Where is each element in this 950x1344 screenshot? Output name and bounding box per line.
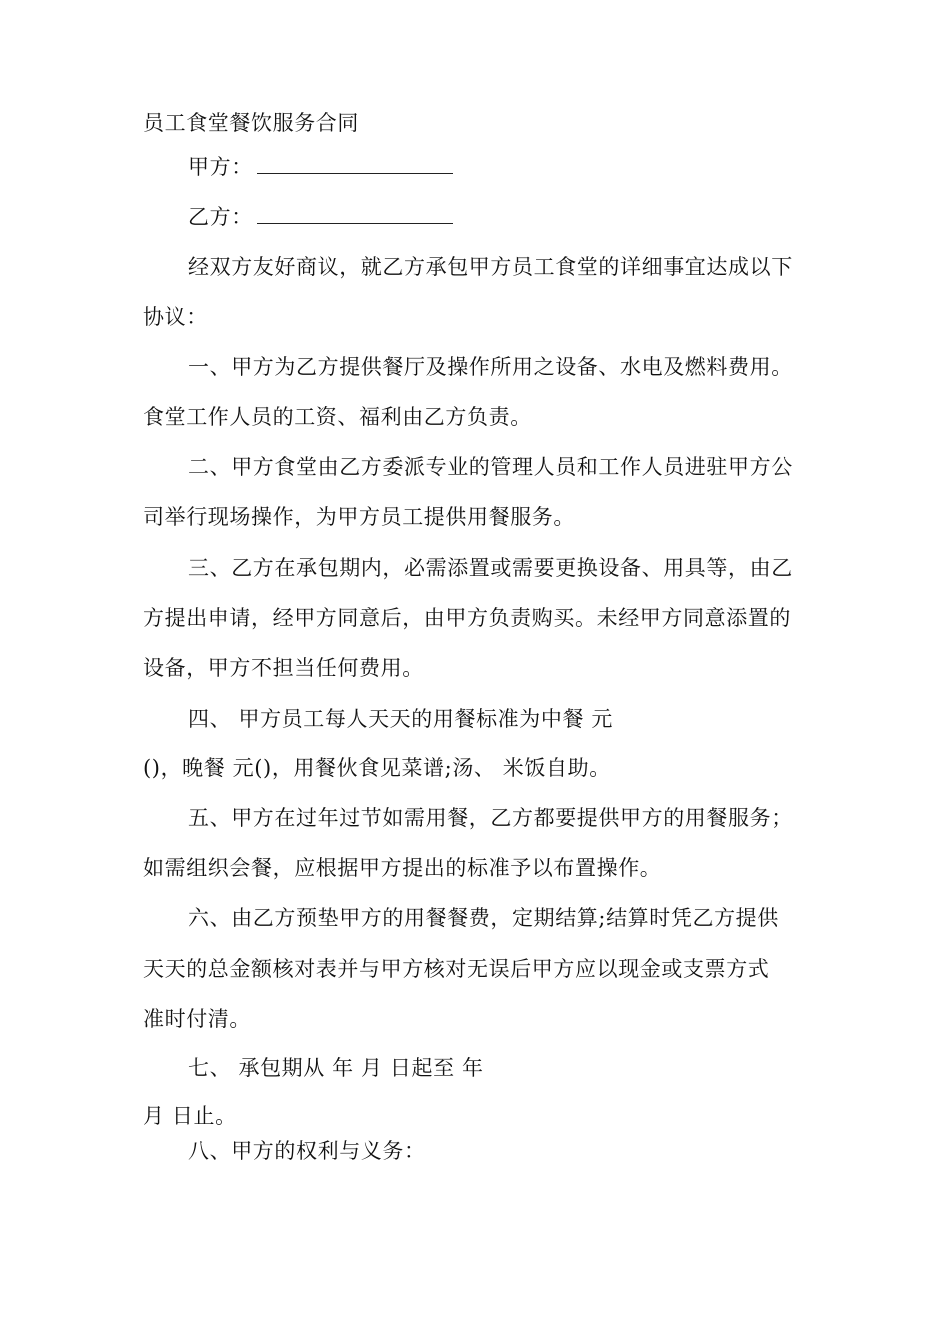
clause-2-line-2: 司举行现场操作，为甲方员工提供用餐服务。	[143, 505, 575, 529]
clause-5-line-2: 如需组织会餐，应根据甲方提出的标准予以布置操作。	[143, 856, 662, 880]
party-b-line	[188, 202, 453, 232]
party-b-blank	[257, 203, 453, 224]
clause-6-line-3: 准时付清。	[143, 1007, 251, 1031]
clause-6-line-2: 天天的总金额核对表并与甲方核对无误后甲方应以现金或支票方式	[143, 957, 770, 981]
clause-3-line-1: 三、乙方在承包期内，必需添置或需要更换设备、用具等，由乙	[188, 556, 793, 580]
party-a-label: 甲方：	[188, 155, 253, 179]
clause-3-line-2: 方提出申请，经甲方同意后，由甲方负责购买。未经甲方同意添置的	[143, 606, 791, 630]
clause-3-line-3: 设备，甲方不担当任何费用。	[143, 656, 424, 680]
clause-8-heading: 八、甲方的权利与义务：	[188, 1139, 426, 1163]
clause-1-line-1: 一、甲方为乙方提供餐厅及操作所用之设备、水电及燃料费用。	[188, 355, 793, 379]
clause-7-line-1: 七、 承包期从 年 月 日起至 年	[188, 1056, 484, 1080]
party-a-blank	[257, 153, 453, 174]
clause-4-line-2: ()，晚餐 元()，用餐伙食见菜谱;汤、 米饭自助。	[143, 756, 611, 780]
clause-7-line-2: 月 日止。	[143, 1104, 237, 1128]
intro-line-2: 协议：	[143, 305, 208, 329]
document-title: 员工食堂餐饮服务合同	[143, 111, 359, 135]
clause-6-line-1: 六、由乙方预垫甲方的用餐餐费，定期结算;结算时凭乙方提供	[188, 906, 779, 930]
clause-1-line-2: 食堂工作人员的工资、福利由乙方负责。	[143, 405, 532, 429]
clause-4-line-1: 四、 甲方员工每人天天的用餐标准为中餐 元	[188, 707, 613, 731]
clause-5-line-1: 五、甲方在过年过节如需用餐，乙方都要提供甲方的用餐服务；	[188, 806, 793, 830]
party-b-label: 乙方：	[188, 205, 253, 229]
intro-line-1: 经双方友好商议，就乙方承包甲方员工食堂的详细事宜达成以下	[188, 255, 793, 279]
party-a-line	[188, 152, 453, 182]
clause-2-line-1: 二、甲方食堂由乙方委派专业的管理人员和工作人员进驻甲方公	[188, 455, 793, 479]
